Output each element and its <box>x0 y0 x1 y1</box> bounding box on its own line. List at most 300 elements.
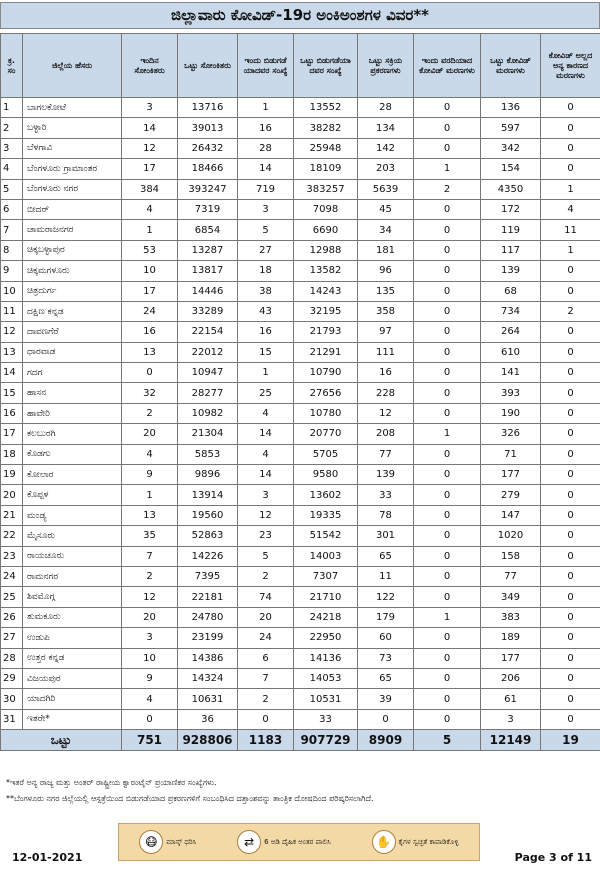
value-cell: 74 <box>238 587 294 607</box>
value-cell: 0 <box>541 424 600 444</box>
serial-cell: 19 <box>1 465 23 485</box>
value-cell: 11 <box>358 566 414 586</box>
value-cell: 39 <box>358 689 414 709</box>
value-cell: 23 <box>238 526 294 546</box>
table-row <box>1 98 600 118</box>
value-cell: 52863 <box>178 526 238 546</box>
value-cell: 18 <box>238 261 294 281</box>
value-cell: 0 <box>541 363 600 383</box>
mask-text: ಮಾಸ್ಕ್ ಧರಿಸಿ <box>166 837 197 846</box>
total-value: 8909 <box>358 730 414 751</box>
serial-cell: 28 <box>1 648 23 668</box>
district-cell: ರಾಯಚೂರು <box>23 546 122 566</box>
value-cell: 0 <box>414 383 481 403</box>
value-cell: 15 <box>238 342 294 362</box>
value-cell: 0 <box>414 648 481 668</box>
value-cell: 0 <box>541 587 600 607</box>
value-cell: 39013 <box>178 118 238 138</box>
value-cell: 27 <box>238 240 294 260</box>
value-cell: 19335 <box>294 505 358 525</box>
value-cell: 14446 <box>178 281 238 301</box>
table-row <box>1 363 600 383</box>
value-cell: 16 <box>238 118 294 138</box>
value-cell: 2 <box>122 566 178 586</box>
value-cell: 279 <box>481 485 541 505</box>
table-row <box>1 220 600 240</box>
value-cell: 10 <box>122 261 178 281</box>
value-cell: 45 <box>358 199 414 219</box>
value-cell: 96 <box>358 261 414 281</box>
value-cell: 0 <box>541 668 600 688</box>
value-cell: 142 <box>358 138 414 158</box>
value-cell: 0 <box>414 444 481 464</box>
column-header: ಒಟ್ಟು ಕೋವಿಡ್ ಮರಣಗಳು <box>481 34 541 98</box>
value-cell: 19560 <box>178 505 238 525</box>
table-row <box>1 240 600 260</box>
value-cell: 16 <box>122 322 178 342</box>
value-cell: 16 <box>358 363 414 383</box>
value-cell: 139 <box>358 465 414 485</box>
district-covid-table <box>0 33 600 751</box>
handwash-icon: ✋ <box>372 830 396 854</box>
value-cell: 0 <box>414 587 481 607</box>
district-cell: ತುಮಕೂರು <box>23 607 122 627</box>
header-row <box>1 34 600 98</box>
value-cell: 5705 <box>294 444 358 464</box>
value-cell: 0 <box>414 668 481 688</box>
value-cell: 135 <box>358 281 414 301</box>
value-cell: 36 <box>178 709 238 729</box>
value-cell: 22181 <box>178 587 238 607</box>
value-cell: 0 <box>414 363 481 383</box>
value-cell: 51542 <box>294 526 358 546</box>
value-cell: 13582 <box>294 261 358 281</box>
table-row <box>1 118 600 138</box>
value-cell: 7319 <box>178 199 238 219</box>
value-cell: 1 <box>238 363 294 383</box>
value-cell: 0 <box>414 526 481 546</box>
value-cell: 1 <box>414 607 481 627</box>
total-value: 5 <box>414 730 481 751</box>
value-cell: 10790 <box>294 363 358 383</box>
district-cell: ಧಾರವಾಡ <box>23 342 122 362</box>
value-cell: 68 <box>481 281 541 301</box>
value-cell: 38 <box>238 281 294 301</box>
value-cell: 24780 <box>178 607 238 627</box>
table-row <box>1 566 600 586</box>
value-cell: 393247 <box>178 179 238 199</box>
total-row <box>1 730 600 751</box>
mask-icon: 😷 <box>139 830 163 854</box>
value-cell: 0 <box>541 403 600 423</box>
serial-cell: 31 <box>1 709 23 729</box>
district-cell: ಇತರೇ* <box>23 709 122 729</box>
value-cell: 13552 <box>294 98 358 118</box>
value-cell: 3 <box>238 199 294 219</box>
serial-cell: 1 <box>1 98 23 118</box>
total-value: 19 <box>541 730 600 751</box>
value-cell: 60 <box>358 628 414 648</box>
value-cell: 21710 <box>294 587 358 607</box>
serial-cell: 30 <box>1 689 23 709</box>
value-cell: 228 <box>358 383 414 403</box>
value-cell: 73 <box>358 648 414 668</box>
value-cell: 43 <box>238 301 294 321</box>
serial-cell: 27 <box>1 628 23 648</box>
serial-cell: 21 <box>1 505 23 525</box>
table-row <box>1 403 600 423</box>
serial-cell: 29 <box>1 668 23 688</box>
value-cell: 177 <box>481 648 541 668</box>
mask-advice <box>139 830 196 854</box>
serial-cell: 11 <box>1 301 23 321</box>
value-cell: 7 <box>122 546 178 566</box>
value-cell: 326 <box>481 424 541 444</box>
value-cell: 383 <box>481 607 541 627</box>
value-cell: 0 <box>541 342 600 362</box>
people-distance-icon: ⇄ <box>237 830 261 854</box>
value-cell: 12 <box>122 138 178 158</box>
distance-text: 6 ಅಡಿ ದೈಹಿಕ ಅಂತರ ಪಾಲಿಸಿ <box>264 837 331 846</box>
value-cell: 18466 <box>178 159 238 179</box>
value-cell: 28 <box>238 138 294 158</box>
value-cell: 0 <box>414 261 481 281</box>
district-cell: ಹಾವೇರಿ <box>23 403 122 423</box>
value-cell: 10 <box>122 648 178 668</box>
value-cell: 78 <box>358 505 414 525</box>
district-cell: ವಿಜಯಪುರ <box>23 668 122 688</box>
value-cell: 77 <box>481 566 541 586</box>
value-cell: 11 <box>541 220 600 240</box>
value-cell: 141 <box>481 363 541 383</box>
serial-cell: 17 <box>1 424 23 444</box>
serial-cell: 26 <box>1 607 23 627</box>
serial-cell: 23 <box>1 546 23 566</box>
value-cell: 9580 <box>294 465 358 485</box>
value-cell: 1 <box>414 159 481 179</box>
value-cell: 16 <box>238 322 294 342</box>
district-cell: ಹಾಸನ <box>23 383 122 403</box>
district-cell: ಬಾಗಲಕೋಟೆ <box>23 98 122 118</box>
district-cell: ಚಿತ್ರದುರ್ಗ <box>23 281 122 301</box>
handwash-advice <box>372 830 459 854</box>
value-cell: 13716 <box>178 98 238 118</box>
column-header: ಕ್ರ. ಸಂ <box>1 34 23 98</box>
value-cell: 9 <box>122 465 178 485</box>
value-cell: 0 <box>414 138 481 158</box>
value-cell: 0 <box>541 648 600 668</box>
serial-cell: 12 <box>1 322 23 342</box>
value-cell: 20 <box>238 607 294 627</box>
district-cell: ಶಿವಮೊಗ್ಗ <box>23 587 122 607</box>
value-cell: 3 <box>481 709 541 729</box>
value-cell: 0 <box>541 281 600 301</box>
value-cell: 17 <box>122 159 178 179</box>
value-cell: 383257 <box>294 179 358 199</box>
serial-cell: 9 <box>1 261 23 281</box>
value-cell: 17 <box>122 281 178 301</box>
value-cell: 7307 <box>294 566 358 586</box>
column-header: ಜಿಲ್ಲೆಯ ಹೆಸರು <box>23 34 122 98</box>
value-cell: 3 <box>238 485 294 505</box>
value-cell: 61 <box>481 689 541 709</box>
value-cell: 9896 <box>178 465 238 485</box>
serial-cell: 25 <box>1 587 23 607</box>
table-row <box>1 199 600 219</box>
value-cell: 20770 <box>294 424 358 444</box>
value-cell: 3 <box>122 628 178 648</box>
serial-cell: 5 <box>1 179 23 199</box>
value-cell: 7 <box>238 668 294 688</box>
value-cell: 24218 <box>294 607 358 627</box>
table-row <box>1 648 600 668</box>
value-cell: 384 <box>122 179 178 199</box>
value-cell: 264 <box>481 322 541 342</box>
value-cell: 13817 <box>178 261 238 281</box>
value-cell: 4 <box>122 689 178 709</box>
value-cell: 35 <box>122 526 178 546</box>
value-cell: 12 <box>122 587 178 607</box>
serial-cell: 16 <box>1 403 23 423</box>
district-cell: ಚಿಕ್ಕಮಗಳೂರು <box>23 261 122 281</box>
value-cell: 2 <box>541 301 600 321</box>
value-cell: 134 <box>358 118 414 138</box>
value-cell: 14003 <box>294 546 358 566</box>
value-cell: 21793 <box>294 322 358 342</box>
value-cell: 0 <box>414 342 481 362</box>
value-cell: 1 <box>122 220 178 240</box>
value-cell: 32 <box>122 383 178 403</box>
value-cell: 12988 <box>294 240 358 260</box>
value-cell: 14 <box>122 118 178 138</box>
value-cell: 0 <box>541 505 600 525</box>
table-row <box>1 138 600 158</box>
value-cell: 597 <box>481 118 541 138</box>
serial-cell: 7 <box>1 220 23 240</box>
value-cell: 13 <box>122 505 178 525</box>
value-cell: 77 <box>358 444 414 464</box>
value-cell: 0 <box>122 709 178 729</box>
value-cell: 21304 <box>178 424 238 444</box>
value-cell: 12 <box>238 505 294 525</box>
value-cell: 14386 <box>178 648 238 668</box>
table-row <box>1 485 600 505</box>
value-cell: 0 <box>358 709 414 729</box>
table-row <box>1 709 600 729</box>
value-cell: 2 <box>238 566 294 586</box>
total-value: 907729 <box>294 730 358 751</box>
serial-cell: 22 <box>1 526 23 546</box>
value-cell: 734 <box>481 301 541 321</box>
value-cell: 38282 <box>294 118 358 138</box>
value-cell: 139 <box>481 261 541 281</box>
value-cell: 0 <box>414 689 481 709</box>
value-cell: 6690 <box>294 220 358 240</box>
value-cell: 358 <box>358 301 414 321</box>
value-cell: 20 <box>122 607 178 627</box>
value-cell: 6854 <box>178 220 238 240</box>
value-cell: 0 <box>541 689 600 709</box>
district-cell: ದಕ್ಷಿಣ ಕನ್ನಡ <box>23 301 122 321</box>
serial-cell: 15 <box>1 383 23 403</box>
value-cell: 147 <box>481 505 541 525</box>
table-row <box>1 383 600 403</box>
value-cell: 0 <box>414 301 481 321</box>
table-row <box>1 261 600 281</box>
value-cell: 4 <box>238 444 294 464</box>
value-cell: 0 <box>414 465 481 485</box>
value-cell: 13287 <box>178 240 238 260</box>
value-cell: 154 <box>481 159 541 179</box>
value-cell: 6 <box>238 648 294 668</box>
value-cell: 0 <box>541 322 600 342</box>
value-cell: 10631 <box>178 689 238 709</box>
page-number: Page 3 of 11 <box>514 851 592 864</box>
column-header: ಒಟ್ಟು ಸೋಂಕಿತರು <box>178 34 238 98</box>
serial-cell: 4 <box>1 159 23 179</box>
value-cell: 18109 <box>294 159 358 179</box>
serial-cell: 13 <box>1 342 23 362</box>
district-cell: ಉತ್ತರ ಕನ್ನಡ <box>23 648 122 668</box>
value-cell: 10982 <box>178 403 238 423</box>
value-cell: 117 <box>481 240 541 260</box>
column-header: ಇಂದು ಬಿಡುಗಡೆ ಯಾದವರ ಸಂಖ್ಯೆ <box>238 34 294 98</box>
value-cell: 122 <box>358 587 414 607</box>
value-cell: 25 <box>238 383 294 403</box>
value-cell: 14226 <box>178 546 238 566</box>
value-cell: 0 <box>414 322 481 342</box>
column-header: ಒಟ್ಟು ಸಕ್ರಿಯ ಪ್ರಕರಣಗಳು <box>358 34 414 98</box>
value-cell: 0 <box>414 98 481 118</box>
value-cell: 719 <box>238 179 294 199</box>
serial-cell: 8 <box>1 240 23 260</box>
value-cell: 65 <box>358 546 414 566</box>
district-cell: ದಾವಣಗೆರೆ <box>23 322 122 342</box>
value-cell: 1020 <box>481 526 541 546</box>
value-cell: 14053 <box>294 668 358 688</box>
table-row <box>1 322 600 342</box>
value-cell: 0 <box>541 526 600 546</box>
table-row <box>1 546 600 566</box>
district-cell: ಬಳ್ಳಾರಿ <box>23 118 122 138</box>
column-header: ಕೋವಿಡ್ ಅಲ್ಲದ ಅನ್ಯ ಕಾರಣದ ಮರಣಗಳು <box>541 34 600 98</box>
value-cell: 2 <box>238 689 294 709</box>
value-cell: 0 <box>414 709 481 729</box>
value-cell: 33 <box>358 485 414 505</box>
value-cell: 0 <box>414 240 481 260</box>
value-cell: 33289 <box>178 301 238 321</box>
district-cell: ಉಡುಪಿ <box>23 628 122 648</box>
column-header: ಒಟ್ಟು ಬಿಡುಗಡೆಯಾ ದವರ ಸಂಖ್ಯೆ <box>294 34 358 98</box>
footnote-bengaluru: **ಬೆಂಗಳೂರು ನಗರ ಜಿಲ್ಲೆಯಲ್ಲಿ ಆಸ್ಪತ್ರೆಯಿಂದ ಬಿಡುಗಡೆಯಾದ ಪ್ರಕರಣಗಳಿಗೆ ಸಂಬಂಧಿಸಿದ ದತ್ತಾಂಶವನ್ನು ತಾಂತ್ರಿಕ ದೋಷದಿಂದ ಪರಿಷ್ಕರಿಸಲಾಗಿದೆ. <box>6 794 374 803</box>
value-cell: 342 <box>481 138 541 158</box>
value-cell: 7395 <box>178 566 238 586</box>
value-cell: 5 <box>238 220 294 240</box>
table-row <box>1 301 600 321</box>
value-cell: 4350 <box>481 179 541 199</box>
value-cell: 3 <box>122 98 178 118</box>
value-cell: 0 <box>541 383 600 403</box>
value-cell: 9 <box>122 668 178 688</box>
value-cell: 0 <box>541 628 600 648</box>
value-cell: 0 <box>541 444 600 464</box>
value-cell: 0 <box>414 281 481 301</box>
table-row <box>1 179 600 199</box>
value-cell: 0 <box>541 98 600 118</box>
value-cell: 34 <box>358 220 414 240</box>
value-cell: 22950 <box>294 628 358 648</box>
value-cell: 14 <box>238 465 294 485</box>
total-value: 751 <box>122 730 178 751</box>
value-cell: 23199 <box>178 628 238 648</box>
value-cell: 1 <box>122 485 178 505</box>
value-cell: 10531 <box>294 689 358 709</box>
safety-banner <box>118 823 480 861</box>
value-cell: 13602 <box>294 485 358 505</box>
value-cell: 0 <box>541 159 600 179</box>
value-cell: 301 <box>358 526 414 546</box>
value-cell: 5853 <box>178 444 238 464</box>
table-row <box>1 628 600 648</box>
table-row <box>1 607 600 627</box>
value-cell: 10780 <box>294 403 358 423</box>
value-cell: 10947 <box>178 363 238 383</box>
value-cell: 203 <box>358 159 414 179</box>
value-cell: 1 <box>238 98 294 118</box>
serial-cell: 3 <box>1 138 23 158</box>
value-cell: 158 <box>481 546 541 566</box>
distance-advice <box>237 830 331 854</box>
value-cell: 32195 <box>294 301 358 321</box>
value-cell: 21291 <box>294 342 358 362</box>
value-cell: 1 <box>541 240 600 260</box>
serial-cell: 2 <box>1 118 23 138</box>
table-row <box>1 424 600 444</box>
total-value: 12149 <box>481 730 541 751</box>
value-cell: 349 <box>481 587 541 607</box>
value-cell: 24 <box>238 628 294 648</box>
value-cell: 0 <box>541 607 600 627</box>
district-cell: ಮೈಸೂರು <box>23 526 122 546</box>
value-cell: 172 <box>481 199 541 219</box>
value-cell: 0 <box>414 566 481 586</box>
serial-cell: 18 <box>1 444 23 464</box>
value-cell: 2 <box>122 403 178 423</box>
table-row <box>1 281 600 301</box>
district-cell: ಚಿಕ್ಕಬಳ್ಳಾಪುರ <box>23 240 122 260</box>
value-cell: 28 <box>358 98 414 118</box>
value-cell: 181 <box>358 240 414 260</box>
value-cell: 14136 <box>294 648 358 668</box>
value-cell: 71 <box>481 444 541 464</box>
serial-cell: 24 <box>1 566 23 586</box>
value-cell: 610 <box>481 342 541 362</box>
value-cell: 1 <box>414 424 481 444</box>
value-cell: 0 <box>541 566 600 586</box>
value-cell: 14324 <box>178 668 238 688</box>
value-cell: 13 <box>122 342 178 362</box>
table-title: ಜಿಲ್ಲಾವಾರು ಕೋವಿಡ್-19ರ ಅಂಕಿಅಂಶಗಳ ವಿವರ** <box>0 2 600 29</box>
value-cell: 0 <box>414 505 481 525</box>
district-cell: ರಾಮನಗರ <box>23 566 122 586</box>
district-cell: ಮಂಡ್ಯ <box>23 505 122 525</box>
total-value: 928806 <box>178 730 238 751</box>
value-cell: 206 <box>481 668 541 688</box>
column-header: ಇಂದಿನ ಸೋಂಕಿತರು <box>122 34 178 98</box>
table-row <box>1 668 600 688</box>
value-cell: 14243 <box>294 281 358 301</box>
value-cell: 13914 <box>178 485 238 505</box>
